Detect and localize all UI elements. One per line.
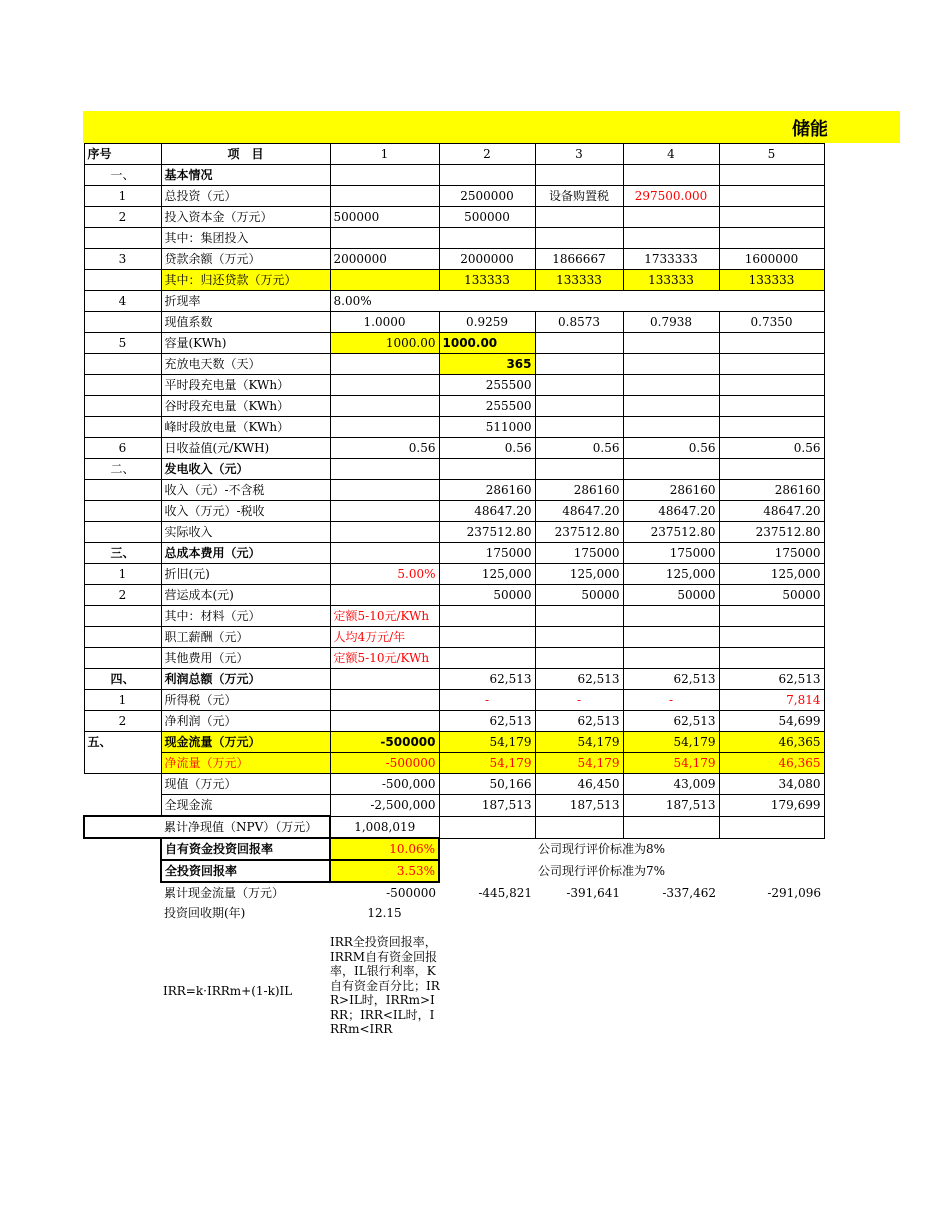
table-row [84,543,824,564]
value-cell[interactable]: 48647.20 [439,501,535,522]
seq-cell[interactable] [84,312,161,333]
seq-cell[interactable] [84,270,161,291]
value-cell[interactable]: 1.0000 [330,312,439,333]
value-cell[interactable]: 2000000 [439,249,535,270]
item-cell[interactable]: 其他费用（元） [161,648,330,669]
header-row [84,144,824,165]
value-cell[interactable] [719,903,824,923]
table-row [84,522,824,543]
item-cell[interactable]: 营运成本(元) [161,585,330,606]
value-cell[interactable] [623,333,719,354]
value-cell[interactable]: 34,080 [719,774,824,795]
value-cell[interactable] [719,606,824,627]
value-cell[interactable]: 175000 [719,543,824,564]
value-cell[interactable]: 1600000 [719,249,824,270]
table-row [84,585,824,606]
value-cell[interactable] [719,375,824,396]
seq-cell[interactable] [84,795,161,817]
value-cell[interactable]: 1866667 [535,249,623,270]
value-cell[interactable]: 50000 [623,585,719,606]
value-cell[interactable]: -291,096 [767,885,821,900]
table-row [84,795,824,817]
value-cell[interactable]: 设备购置税 [535,186,623,207]
value-cell[interactable] [535,396,623,417]
seq-cell[interactable] [84,648,161,669]
value-cell[interactable] [330,543,439,564]
table-row [84,291,824,312]
item-cell[interactable]: 贷款余额（万元） [161,249,330,270]
item-cell[interactable]: 累计净现值（NPV）（万元） [161,816,330,838]
value-cell[interactable] [439,291,535,312]
table-row [84,333,824,354]
table-row [84,627,824,648]
value-cell[interactable]: 54,179 [535,753,623,774]
value-cell[interactable]: 定额5-10元/KWh [330,648,439,669]
seq-cell[interactable]: 2 [84,207,161,228]
table-row [84,648,824,669]
seq-cell[interactable] [84,228,161,249]
seq-cell[interactable] [84,375,161,396]
table-row [84,207,824,228]
value-cell[interactable]: 62,513 [535,669,623,690]
value-cell[interactable]: -500,000 [330,774,439,795]
table-row [84,417,824,438]
value-cell[interactable] [535,375,623,396]
table-row [84,882,824,903]
value-cell[interactable]: 125,000 [439,564,535,585]
value-cell[interactable] [330,354,439,375]
col-header-1[interactable]: 1 [330,144,439,165]
item-cell[interactable]: 平时段充电量（KWh） [161,375,330,396]
value-cell[interactable] [719,816,824,838]
value-cell[interactable] [330,417,439,438]
value-cell[interactable]: 0.7938 [623,312,719,333]
table-row [84,396,824,417]
seq-cell[interactable]: 四、 [84,669,161,690]
value-cell[interactable]: 125,000 [719,564,824,585]
value-cell[interactable] [439,459,535,480]
value-cell[interactable] [535,417,623,438]
col-header-5[interactable]: 5 [719,144,824,165]
item-cell[interactable]: 净流量（万元） [161,753,330,774]
value-cell[interactable] [719,186,824,207]
seq-cell[interactable] [84,882,161,903]
value-cell[interactable] [623,903,719,923]
value-cell[interactable]: 237512.80 [719,522,824,543]
value-cell[interactable]: 1000.00 [439,333,535,354]
table-row [84,480,824,501]
value-cell[interactable] [330,228,439,249]
item-cell[interactable]: 职工薪酬（元） [161,627,330,648]
value-cell[interactable] [623,354,719,375]
value-cell[interactable]: 定额5-10元/KWh [330,606,439,627]
value-cell[interactable] [535,459,623,480]
seq-cell[interactable]: 5 [84,333,161,354]
value-cell[interactable]: 46,365 [719,753,824,774]
sheet-title: 储能 [792,119,828,140]
value-cell[interactable]: 1000.00 [330,333,439,354]
value-cell[interactable] [439,165,535,186]
table-row [84,903,824,923]
table-row [84,564,824,585]
irr-note: IRR全投资回报率，IRRM自有资金回报率，IL银行利率，K自有资金百分比；IRR>IL时，IRRm>IRR；IRR<IL时，IRRm<IRR [330,935,440,1036]
value-cell[interactable] [330,690,439,711]
value-cell[interactable] [330,585,439,606]
seq-cell[interactable] [84,774,161,795]
value-cell[interactable]: 54,179 [623,732,719,753]
value-cell[interactable]: 12.15 [367,906,402,920]
value-cell[interactable]: 50,166 [439,774,535,795]
value-cell[interactable]: 62,513 [719,669,824,690]
table-row [84,249,824,270]
table-row [84,690,824,711]
value-cell[interactable]: 297500.000 [623,186,719,207]
value-cell[interactable] [535,333,623,354]
value-cell[interactable]: 511000 [439,417,535,438]
item-cell[interactable]: 其中：集团投入 [161,228,330,249]
value-cell[interactable]: -391,641 [566,885,620,900]
value-cell[interactable]: 133333 [719,270,824,291]
value-cell[interactable]: 175000 [623,543,719,564]
col-header-2[interactable]: 2 [439,144,535,165]
value-cell[interactable]: 7,814 [719,690,824,711]
value-cell[interactable]: 人均4万元/年 [330,627,439,648]
value-cell[interactable]: 0.56 [439,438,535,459]
seq-cell[interactable]: 2 [84,711,161,732]
value-cell[interactable]: 237512.80 [535,522,623,543]
value-cell[interactable] [535,606,623,627]
seq-cell[interactable]: 6 [84,438,161,459]
value-cell[interactable]: 50000 [719,585,824,606]
value-cell[interactable]: 0.8573 [535,312,623,333]
seq-cell[interactable] [84,903,161,923]
item-cell[interactable]: 净利润（元） [161,711,330,732]
item-cell[interactable]: 折现率 [161,291,330,312]
value-cell[interactable] [330,522,439,543]
value-cell[interactable] [535,207,623,228]
value-cell[interactable] [719,417,824,438]
value-cell[interactable] [719,165,824,186]
value-cell[interactable] [623,291,719,312]
value-cell[interactable]: -445,821 [478,885,532,900]
seq-cell[interactable] [84,627,161,648]
seq-cell[interactable]: 3 [84,249,161,270]
value-cell[interactable]: 1733333 [623,249,719,270]
value-cell[interactable] [719,459,824,480]
seq-cell[interactable] [84,606,161,627]
value-cell[interactable]: 125,000 [623,564,719,585]
seq-cell[interactable] [84,753,161,774]
value-cell[interactable] [439,903,535,923]
table-row [84,375,824,396]
seq-cell[interactable] [84,860,161,882]
value-cell[interactable]: -500000 [386,886,436,900]
value-cell[interactable]: 62,513 [439,669,535,690]
table-row [84,732,824,753]
item-cell[interactable]: 现值系数 [161,312,330,333]
item-cell[interactable]: 投入资本金（万元） [161,207,330,228]
value-cell[interactable] [623,627,719,648]
value-cell[interactable]: 54,179 [439,732,535,753]
item-cell[interactable]: 总成本费用（元） [161,543,330,564]
value-cell[interactable]: 48647.20 [623,501,719,522]
value-cell[interactable]: 237512.80 [623,522,719,543]
value-cell[interactable]: 133333 [535,270,623,291]
value-cell[interactable] [330,501,439,522]
value-cell[interactable]: 286160 [535,480,623,501]
value-cell[interactable]: 286160 [439,480,535,501]
value-cell[interactable]: 133333 [439,270,535,291]
seq-cell[interactable] [84,354,161,375]
value-cell[interactable]: 0.56 [330,438,439,459]
item-cell[interactable]: 其中：材料（元） [161,606,330,627]
col-header-seq[interactable]: 序号 [84,144,161,165]
value-cell[interactable]: 286160 [719,480,824,501]
value-cell[interactable]: 43,009 [623,774,719,795]
value-cell[interactable]: - [535,690,623,711]
table-row [84,711,824,732]
value-cell[interactable] [439,627,535,648]
value-cell[interactable]: 5.00% [330,564,439,585]
value-cell[interactable]: - [439,690,535,711]
item-cell[interactable]: 收入（万元）-税收 [161,501,330,522]
item-cell[interactable]: 收入（元）-不含税 [161,480,330,501]
table-row [84,816,824,838]
value-cell[interactable] [623,417,719,438]
value-cell[interactable] [330,480,439,501]
value-cell[interactable]: 2000000 [330,249,439,270]
irr-formula: IRR=k·IRRm+(1-k)IL [163,984,293,998]
value-cell[interactable] [623,375,719,396]
value-cell[interactable]: 500000 [330,207,439,228]
value-cell[interactable] [535,228,623,249]
table-row [84,838,824,860]
table-row [84,860,824,882]
seq-cell[interactable] [84,396,161,417]
item-cell[interactable]: 全现金流 [161,795,330,817]
value-cell[interactable]: 133333 [623,270,719,291]
table-row [84,753,824,774]
finance-table [83,143,825,923]
table-row [84,669,824,690]
value-cell[interactable]: 175000 [535,543,623,564]
value-cell[interactable] [623,165,719,186]
value-cell[interactable]: 255500 [439,375,535,396]
value-cell[interactable] [535,648,623,669]
value-cell[interactable]: -2,500,000 [330,795,439,817]
seq-cell[interactable] [84,480,161,501]
item-cell[interactable]: 容量(KWh) [161,333,330,354]
seq-cell[interactable] [84,417,161,438]
value-cell[interactable] [623,459,719,480]
value-cell[interactable]: 公司现行评价标准为8% [538,842,666,857]
value-cell[interactable]: 48647.20 [535,501,623,522]
value-cell[interactable]: 3.53% [330,860,439,882]
value-cell[interactable] [535,627,623,648]
value-cell[interactable] [535,354,623,375]
table-row [84,270,824,291]
value-cell[interactable] [439,648,535,669]
value-cell[interactable] [439,606,535,627]
item-cell[interactable]: 全投资回报率 [161,860,330,882]
value-cell[interactable] [439,838,535,860]
value-cell[interactable]: 62,513 [623,711,719,732]
item-cell[interactable]: 其中：归还贷款（万元） [161,270,330,291]
value-cell[interactable]: 187,513 [535,795,623,817]
value-cell[interactable] [330,186,439,207]
value-cell[interactable]: 0.7350 [719,312,824,333]
value-cell[interactable] [623,606,719,627]
item-cell[interactable]: 累计现金流量（万元） [164,886,285,900]
item-cell[interactable]: 利润总额（万元） [161,669,330,690]
seq-cell[interactable]: 一、 [84,165,161,186]
value-cell[interactable]: 54,179 [623,753,719,774]
value-cell[interactable] [439,860,535,882]
value-cell[interactable] [535,903,623,923]
value-cell[interactable] [535,291,623,312]
seq-cell[interactable] [84,838,161,860]
table-row [84,354,824,375]
table-row [84,501,824,522]
seq-cell[interactable]: 1 [84,186,161,207]
title-banner [83,111,900,143]
table-row [84,228,824,249]
value-cell[interactable] [330,459,439,480]
value-cell[interactable]: -500000 [330,732,439,753]
value-cell[interactable]: -337,462 [662,885,716,900]
table-row [84,774,824,795]
item-cell[interactable]: 现值（万元） [161,774,330,795]
value-cell[interactable] [439,816,535,838]
item-cell[interactable]: 充放电天数（天） [161,354,330,375]
value-cell[interactable]: 54,179 [535,732,623,753]
seq-cell[interactable]: 1 [84,690,161,711]
value-cell[interactable] [330,711,439,732]
col-header-item[interactable]: 项 目 [161,144,330,165]
value-cell[interactable]: 1,008,019 [330,816,439,838]
value-cell[interactable]: 365 [439,354,535,375]
item-cell[interactable]: 发电收入（元） [161,459,330,480]
value-cell[interactable]: 286160 [623,480,719,501]
value-cell[interactable]: 187,513 [623,795,719,817]
value-cell[interactable] [330,270,439,291]
value-cell[interactable]: 125,000 [535,564,623,585]
seq-cell[interactable] [84,522,161,543]
item-cell[interactable]: 现金流量（万元） [161,732,330,753]
item-cell[interactable]: 谷时段充电量（KWh） [161,396,330,417]
value-cell[interactable] [719,228,824,249]
item-cell[interactable]: 投资回收期(年) [164,906,246,920]
seq-cell[interactable] [84,816,161,838]
value-cell[interactable]: 54,699 [719,711,824,732]
item-cell[interactable]: 日收益值(元/KWH) [161,438,330,459]
value-cell[interactable] [719,291,824,312]
value-cell[interactable] [330,669,439,690]
item-cell[interactable]: 总投资（元） [161,186,330,207]
value-cell[interactable] [535,165,623,186]
table-row [84,459,824,480]
item-cell[interactable]: 实际收入 [161,522,330,543]
value-cell[interactable]: 255500 [439,396,535,417]
value-cell[interactable]: 46,365 [719,732,824,753]
value-cell[interactable] [719,354,824,375]
table-row [84,165,824,186]
value-cell[interactable] [330,375,439,396]
value-cell[interactable] [535,816,623,838]
col-header-4[interactable]: 4 [623,144,719,165]
value-cell[interactable]: - [623,690,719,711]
value-cell[interactable]: 179,699 [719,795,824,817]
value-cell[interactable] [439,228,535,249]
table-row [84,438,824,459]
value-cell[interactable]: 公司现行评价标准为7% [538,864,666,878]
value-cell[interactable] [719,333,824,354]
value-cell[interactable]: 54,179 [439,753,535,774]
value-cell[interactable]: 10.06% [330,838,439,860]
table-row [84,606,824,627]
value-cell[interactable]: 0.56 [623,438,719,459]
value-cell[interactable] [719,396,824,417]
value-cell[interactable] [330,165,439,186]
seq-cell[interactable] [84,501,161,522]
seq-cell[interactable]: 五、 [84,732,161,753]
value-cell[interactable]: 187,513 [439,795,535,817]
value-cell[interactable]: 0.56 [535,438,623,459]
item-cell[interactable]: 所得税（元） [161,690,330,711]
value-cell[interactable] [623,396,719,417]
value-cell[interactable]: 46,450 [535,774,623,795]
value-cell[interactable] [719,207,824,228]
value-cell[interactable]: -500000 [330,753,439,774]
value-cell[interactable]: 8.00% [330,291,439,312]
value-cell[interactable]: 0.9259 [439,312,535,333]
item-cell[interactable]: 折旧(元) [161,564,330,585]
item-cell[interactable]: 自有资金投资回报率 [161,838,330,860]
value-cell[interactable]: 2500000 [439,186,535,207]
item-cell[interactable]: 峰时段放电量（KWh） [161,417,330,438]
value-cell[interactable] [719,627,824,648]
value-cell[interactable]: 62,513 [439,711,535,732]
value-cell[interactable]: 50000 [439,585,535,606]
value-cell[interactable] [623,207,719,228]
seq-cell[interactable]: 2 [84,585,161,606]
col-header-3[interactable]: 3 [535,144,623,165]
value-cell[interactable] [330,396,439,417]
value-cell[interactable]: 237512.80 [439,522,535,543]
value-cell[interactable]: 175000 [439,543,535,564]
seq-cell[interactable]: 4 [84,291,161,312]
table-row [84,186,824,207]
seq-cell[interactable]: 三、 [84,543,161,564]
value-cell[interactable]: 62,513 [623,669,719,690]
value-cell[interactable] [623,816,719,838]
value-cell[interactable] [623,648,719,669]
value-cell[interactable] [623,228,719,249]
table-row [84,312,824,333]
value-cell[interactable] [719,648,824,669]
seq-cell[interactable]: 1 [84,564,161,585]
value-cell[interactable]: 0.56 [719,438,824,459]
value-cell[interactable]: 48647.20 [719,501,824,522]
value-cell[interactable]: 62,513 [535,711,623,732]
item-cell[interactable]: 基本情况 [161,165,330,186]
value-cell[interactable]: 500000 [439,207,535,228]
seq-cell[interactable]: 二、 [84,459,161,480]
value-cell[interactable]: 50000 [535,585,623,606]
